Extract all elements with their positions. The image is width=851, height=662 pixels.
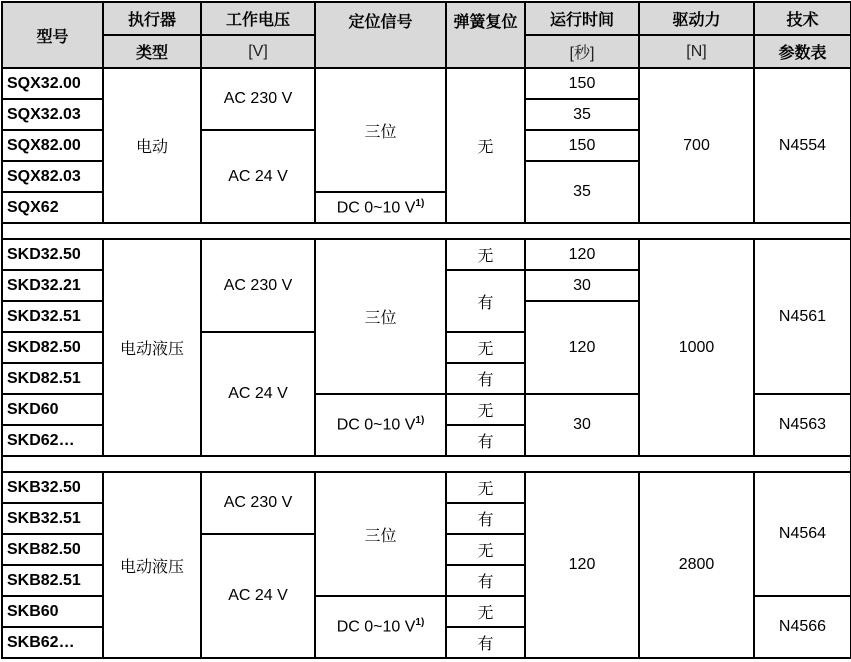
header-positioning: 定位信号 [315, 2, 446, 68]
run-time-cell: 30 [525, 394, 639, 456]
run-time-cell: 35 [525, 99, 639, 130]
spring-cell: 无 [446, 68, 525, 223]
actuator-spec-table [1, 1, 851, 659]
model-cell: SQX32.00 [2, 68, 103, 99]
dc-signal-text: DC 0~10 V [336, 416, 416, 434]
run-time-cell: 120 [525, 301, 639, 394]
run-time-cell: 35 [525, 161, 639, 223]
force-cell: 1000 [639, 239, 754, 456]
actuator-type-cell: 电动 [103, 68, 201, 223]
table-row [2, 68, 851, 99]
dc-signal-text: DC 0~10 V [336, 618, 416, 636]
datasheet-cell: N4566 [754, 596, 851, 658]
spring-cell: 无 [446, 239, 525, 270]
model-cell: SKB62… [2, 627, 103, 658]
positioning-cell: 三位 [315, 239, 446, 394]
spring-cell: 有 [446, 270, 525, 332]
model-cell: SKD32.50 [2, 239, 103, 270]
model-cell: SQX62 [2, 192, 103, 223]
footnote-mark: 1) [415, 617, 425, 629]
force-cell: 2800 [639, 472, 754, 658]
positioning-dc-cell [315, 596, 446, 658]
table-row [2, 239, 851, 270]
voltage-cell: AC 230 V [201, 472, 315, 534]
header-row-1 [2, 2, 851, 35]
header-spring-return: 弹簧复位 [446, 2, 525, 68]
group-separator [2, 223, 851, 239]
model-cell: SKD62… [2, 425, 103, 456]
run-time-cell: 120 [525, 239, 639, 270]
model-cell: SKD60 [2, 394, 103, 425]
model-cell: SKB82.50 [2, 534, 103, 565]
model-cell: SKD82.50 [2, 332, 103, 363]
group-separator [2, 456, 851, 472]
spring-cell: 有 [446, 425, 525, 456]
run-time-cell: 30 [525, 270, 639, 301]
model-cell: SKB32.50 [2, 472, 103, 503]
positioning-cell: 三位 [315, 472, 446, 596]
spring-cell: 无 [446, 596, 525, 627]
spring-cell: 无 [446, 394, 525, 425]
model-cell: SQX32.03 [2, 99, 103, 130]
datasheet-cell: N4554 [754, 68, 851, 223]
header-tech-2: 参数表 [754, 35, 851, 68]
datasheet-cell: N4563 [754, 394, 851, 456]
spring-cell: 无 [446, 534, 525, 565]
voltage-cell: AC 230 V [201, 239, 315, 332]
run-time-cell: 150 [525, 68, 639, 99]
positioning-cell: 三位 [315, 68, 446, 192]
model-cell: SKB60 [2, 596, 103, 627]
force-cell: 700 [639, 68, 754, 223]
separator-cell [2, 223, 851, 239]
header-run-time: 运行时间 [525, 2, 639, 35]
header-actuator-type: 执行器 [103, 2, 201, 35]
datasheet-cell: N4564 [754, 472, 851, 596]
voltage-cell: AC 24 V [201, 534, 315, 658]
datasheet-cell: N4561 [754, 239, 851, 394]
header-force-unit: [N] [639, 35, 754, 68]
actuator-type-cell: 电动液压 [103, 472, 201, 658]
model-cell: SKB82.51 [2, 565, 103, 596]
footnote-mark: 1) [415, 415, 425, 427]
run-time-cell: 120 [525, 472, 639, 658]
header-model: 型号 [2, 2, 103, 68]
run-time-cell: 150 [525, 130, 639, 161]
model-cell: SKB32.51 [2, 503, 103, 534]
spring-cell: 有 [446, 363, 525, 394]
header-force: 驱动力 [639, 2, 754, 35]
model-cell: SQX82.00 [2, 130, 103, 161]
spring-cell: 有 [446, 565, 525, 596]
header-voltage-unit: [V] [201, 35, 315, 68]
model-cell: SKD82.51 [2, 363, 103, 394]
dc-signal-text: DC 0~10 V [336, 199, 416, 217]
spring-cell: 无 [446, 332, 525, 363]
model-cell: SKD32.51 [2, 301, 103, 332]
header-run-time-unit: [秒] [525, 35, 639, 68]
table-row [2, 472, 851, 503]
actuator-type-cell: 电动液压 [103, 239, 201, 456]
spring-cell: 有 [446, 503, 525, 534]
header-tech: 技术 [754, 2, 851, 35]
positioning-dc-cell [315, 192, 446, 223]
voltage-cell: AC 230 V [201, 68, 315, 130]
header-actuator-type-2: 类型 [103, 35, 201, 68]
voltage-cell: AC 24 V [201, 130, 315, 223]
separator-cell [2, 456, 851, 472]
positioning-dc-cell [315, 394, 446, 456]
model-cell: SKD32.21 [2, 270, 103, 301]
header-voltage: 工作电压 [201, 2, 315, 35]
model-cell: SQX82.03 [2, 161, 103, 192]
voltage-cell: AC 24 V [201, 332, 315, 456]
footnote-mark: 1) [415, 197, 425, 209]
spring-cell: 有 [446, 627, 525, 658]
spring-cell: 无 [446, 472, 525, 503]
